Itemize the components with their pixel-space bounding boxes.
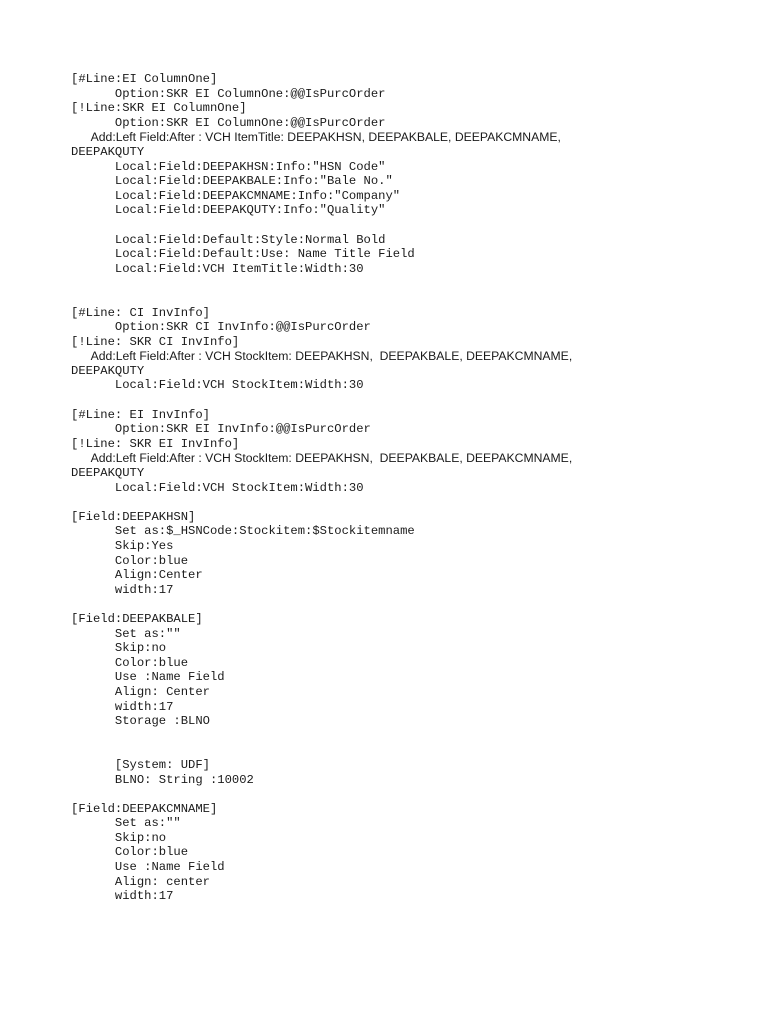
code-line: Local:Field:Default:Style:Normal Bold bbox=[71, 232, 386, 247]
code-line: [!Line: SKR CI InvInfo] bbox=[71, 334, 240, 349]
code-line: [Field:DEEPAKBALE] bbox=[71, 611, 203, 626]
code-line: Add:Left Field:After : VCH ItemTitle: DEEPAKHSN, DEEPAKBALE, DEEPAKCMNAME, bbox=[71, 130, 561, 145]
code-line: Align: center bbox=[71, 874, 210, 889]
code-line: BLNO: String :10002 bbox=[71, 772, 254, 787]
code-line: Add:Left Field:After : VCH StockItem: DEEPAKHSN, DEEPAKBALE, DEEPAKCMNAME, bbox=[71, 451, 573, 466]
code-line bbox=[71, 743, 751, 758]
code-line: Color:blue bbox=[71, 553, 189, 568]
code-line: Local:Field:DEEPAKBALE:Info:"Bale No." bbox=[71, 174, 393, 189]
code-line: Skip:no bbox=[71, 641, 167, 656]
code-line: [#Line: CI InvInfo] bbox=[71, 305, 210, 320]
code-line: Local:Field:VCH StockItem:Width:30 bbox=[71, 378, 364, 393]
code-line: Local:Field:DEEPAKCMNAME:Info:"Company" bbox=[71, 188, 401, 203]
code-line: width:17 bbox=[71, 889, 174, 904]
code-block bbox=[71, 72, 751, 904]
code-line: Align: Center bbox=[71, 684, 210, 699]
code-line bbox=[71, 729, 751, 744]
code-line: Color:blue bbox=[71, 845, 189, 860]
code-line: Set as:"" bbox=[71, 816, 181, 831]
code-line: Option:SKR EI ColumnOne:@@IsPurcOrder bbox=[71, 86, 386, 101]
code-line: [#Line:EI ColumnOne] bbox=[71, 72, 218, 86]
code-line: Color:blue bbox=[71, 655, 189, 670]
code-line: Align:Center bbox=[71, 568, 203, 583]
code-line: Use :Name Field bbox=[71, 670, 225, 685]
code-line bbox=[71, 291, 751, 306]
code-line: Option:SKR EI ColumnOne:@@IsPurcOrder bbox=[71, 115, 386, 130]
code-line: width:17 bbox=[71, 699, 174, 714]
code-line: Local:Field:Default:Use: Name Title Field bbox=[71, 247, 415, 262]
code-line: DEEPAKQUTY bbox=[71, 144, 145, 159]
code-line: Use :Name Field bbox=[71, 860, 225, 875]
code-line: [!Line:SKR EI ColumnOne] bbox=[71, 101, 247, 116]
code-line bbox=[71, 393, 751, 408]
code-line: Skip:Yes bbox=[71, 539, 174, 553]
code-line: Option:SKR EI InvInfo:@@IsPurcOrder bbox=[71, 422, 371, 437]
code-line bbox=[71, 495, 751, 510]
code-line: Local:Field:VCH StockItem:Width:30 bbox=[71, 480, 364, 495]
code-line bbox=[71, 597, 751, 612]
code-line: Storage :BLNO bbox=[71, 714, 210, 729]
code-line bbox=[71, 787, 751, 802]
code-line: [Field:DEEPAKHSN] bbox=[71, 509, 196, 524]
code-line: Add:Left Field:After : VCH StockItem: DEEPAKHSN, DEEPAKBALE, DEEPAKCMNAME, bbox=[71, 349, 573, 364]
code-line: Set as:"" bbox=[71, 626, 181, 641]
code-line: Set as:$_HSNCode:Stockitem:$Stockitemname bbox=[71, 524, 415, 539]
code-line: width:17 bbox=[71, 582, 174, 597]
code-line bbox=[71, 276, 751, 291]
code-line bbox=[71, 218, 751, 233]
code-line: [#Line: EI InvInfo] bbox=[71, 407, 210, 422]
code-line: Skip:no bbox=[71, 830, 167, 845]
code-line: DEEPAKQUTY bbox=[71, 363, 145, 378]
code-line: [!Line: SKR EI InvInfo] bbox=[71, 436, 240, 451]
code-line: [Field:DEEPAKCMNAME] bbox=[71, 801, 218, 816]
code-line: Local:Field:DEEPAKHSN:Info:"HSN Code" bbox=[71, 159, 386, 174]
code-line: Local:Field:DEEPAKQUTY:Info:"Quality" bbox=[71, 203, 386, 218]
code-line: Option:SKR CI InvInfo:@@IsPurcOrder bbox=[71, 320, 371, 335]
code-line: [System: UDF] bbox=[71, 757, 210, 772]
code-line: Local:Field:VCH ItemTitle:Width:30 bbox=[71, 261, 364, 276]
code-line: DEEPAKQUTY bbox=[71, 466, 145, 481]
